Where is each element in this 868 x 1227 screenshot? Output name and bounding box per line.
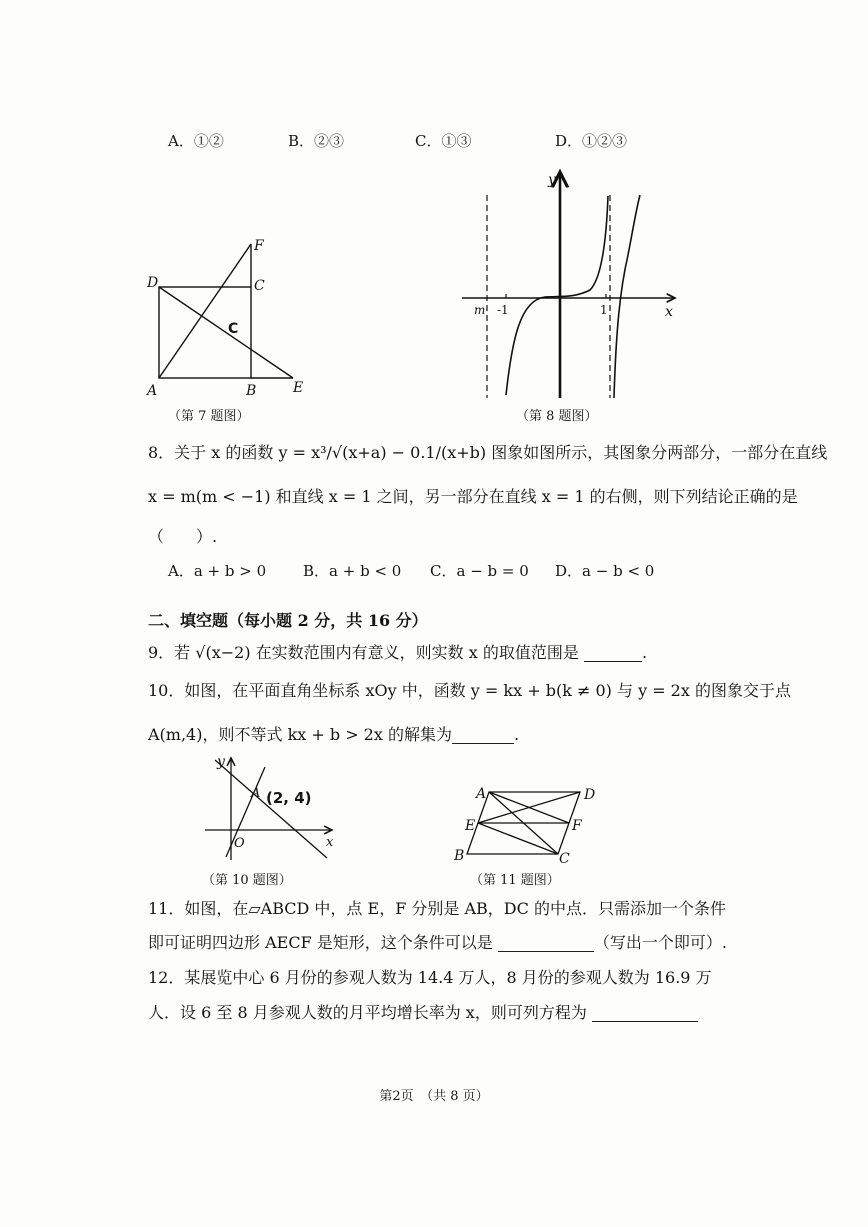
q12-answer-blank[interactable] (592, 1005, 698, 1022)
q7-option-d: D．①②③ (555, 132, 628, 150)
fig10-axis-label-y: y (217, 754, 225, 770)
fig10-handwritten-coords: (2, 4) (266, 789, 312, 807)
q8-line-1: 8．关于 x 的函数 y = x³/√(x+a) − 0.1/(x+b) 图象如图所示，其图象分两部分，一部分在直线 (148, 443, 828, 462)
q8-option-b: B．a + b < 0 (303, 562, 402, 580)
fig7-label-A: A (147, 383, 158, 399)
fig11-label-B: B (454, 848, 465, 864)
q8-line-3: （ ）. (148, 527, 218, 546)
q10-end: . (513, 725, 520, 744)
q11-end: （写出一个即可）. (593, 933, 727, 952)
fig11-label-E: E (465, 818, 476, 834)
fig11-label-D: D (584, 787, 596, 803)
q12-line-2 (148, 1000, 698, 1023)
fig7-label-D: D (147, 275, 159, 291)
fig7-label-B: B (246, 383, 257, 399)
q12-text: 人．设 6 至 8 月参观人数的月平均增长率为 x，则可列方程为 (148, 1003, 587, 1022)
fig7-handwritten-mark: C (228, 321, 239, 337)
fig7-label-F: F (254, 238, 264, 254)
fig8-axis-label-x: x (665, 304, 673, 320)
q10-line-1: 10．如图，在平面直角坐标系 xOy 中，函数 y = kx + b(k ≠ 0) 与 y = 2x 的图象交于点 (148, 681, 791, 700)
fig11-label-F: F (572, 818, 582, 834)
q11-text: 即可证明四边形 AECF 是矩形，这个条件可以是 (148, 933, 493, 952)
q9-text: 9．若 √(x−2) 在实数范围内有意义，则实数 x 的取值范围是 (148, 643, 579, 662)
q12-line-1: 12．某展览中心 6 月份的参观人数为 14.4 万人，8 月份的参观人数为 16.9 万 (148, 968, 712, 987)
q8-option-d: D．a − b < 0 (555, 562, 655, 580)
q11-line-1: 11．如图，在▱ABCD 中，点 E，F 分别是 AB，DC 的中点．只需添加一个条件 (148, 899, 726, 918)
q7-option-a: A．①② (168, 132, 224, 150)
fig7-label-E: E (293, 380, 304, 396)
figure-11-caption: （第 11 题图） (470, 873, 560, 888)
fig11-label-A: A (476, 786, 487, 802)
q10-text: A(m,4)，则不等式 kx + b > 2x 的解集为 (148, 725, 452, 744)
q11-line-2 (148, 930, 727, 953)
fig11-line-EC (478, 823, 558, 854)
q8-option-c: C．a − b = 0 (430, 562, 529, 580)
fig7-label-C: C (254, 278, 265, 294)
page-footer: 第2页 （共 8 页） (379, 1089, 489, 1104)
figure-7-caption: （第 7 题图） (168, 409, 250, 424)
q8-option-a: A．a + b > 0 (168, 562, 267, 580)
fig8-tick-neg1: -1 (497, 303, 509, 317)
fig8-axis-label-y: y (548, 172, 556, 188)
fig8-tick-1: 1 (600, 303, 608, 317)
section-2-heading: 二、填空题（每小题 2 分，共 16 分） (148, 611, 428, 630)
fig10-point-label-A: A (251, 786, 261, 801)
fig11-label-C: C (559, 851, 570, 867)
q7-option-c: C．①③ (415, 132, 472, 150)
figure-10-caption: （第 10 题图） (202, 873, 292, 888)
fig10-origin-label: O (234, 836, 245, 851)
q11-answer-blank[interactable] (498, 935, 594, 952)
fig10-axis-label-x: x (326, 835, 334, 850)
q7-option-b: B．②③ (288, 132, 345, 150)
fig8-tick-m: m (474, 303, 486, 317)
figure-8-caption: （第 8 题图） (516, 409, 598, 424)
q9-end: . (641, 643, 648, 662)
q8-line-2: x = m(m < −1) 和直线 x = 1 之间，另一部分在直线 x = 1 的右侧，则下列结论正确的是 (148, 487, 798, 506)
